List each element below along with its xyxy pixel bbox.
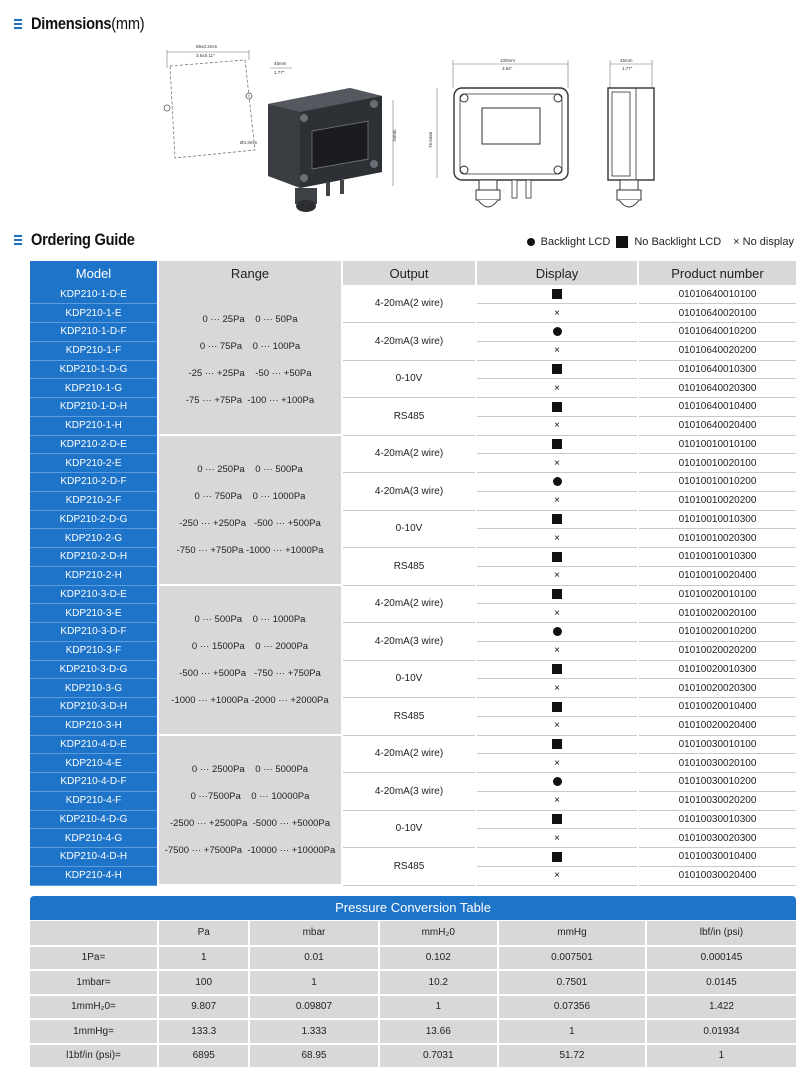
conversion-value-cell: 0.01 xyxy=(249,946,378,971)
product-number-cell: 01010010010100 xyxy=(638,435,796,454)
range-cell xyxy=(158,435,342,585)
filled-circle-icon xyxy=(553,777,562,786)
range-line: 0 ··· 750Pa 0 ··· 1000Pa xyxy=(194,491,306,502)
display-cell xyxy=(476,341,638,360)
display-cell xyxy=(476,585,638,604)
dimensions-title: Dimensions(mm) xyxy=(31,14,145,33)
conversion-value-cell: 0.000145 xyxy=(646,946,796,971)
display-cell xyxy=(476,604,638,623)
filled-square-icon xyxy=(552,814,562,824)
model-cell: KDP210-4-D-E xyxy=(30,735,158,754)
header-display: Display xyxy=(476,261,638,285)
dim-front-width-in-label: 3.5±0.11" xyxy=(196,53,215,58)
table-row xyxy=(30,698,796,717)
range-cell xyxy=(158,585,342,735)
model-cell: KDP210-1-D-H xyxy=(30,398,158,417)
conversion-value-cell: 1 xyxy=(498,1019,646,1044)
header-range: Range xyxy=(158,261,342,285)
display-cell xyxy=(476,641,638,660)
display-cell xyxy=(476,285,638,304)
model-cell: KDP210-3-H xyxy=(30,716,158,735)
conversion-header-row xyxy=(30,921,796,946)
table-row xyxy=(30,1044,796,1069)
model-cell: KDP210-3-D-E xyxy=(30,585,158,604)
conversion-table xyxy=(30,921,796,1069)
display-cell xyxy=(476,379,638,398)
filled-square-icon xyxy=(552,514,562,524)
display-cell xyxy=(476,679,638,698)
table-row xyxy=(30,735,796,754)
model-cell: KDP210-2-D-H xyxy=(30,548,158,567)
conversion-value-cell: 0.007501 xyxy=(498,946,646,971)
conversion-value-cell: 1.333 xyxy=(249,1019,378,1044)
model-cell: KDP210-2-F xyxy=(30,491,158,510)
product-number-cell: 01010640020200 xyxy=(638,341,796,360)
display-cell xyxy=(476,304,638,323)
product-number-cell: 01010010010300 xyxy=(638,510,796,529)
filled-square-icon xyxy=(552,439,562,449)
model-cell: KDP210-2-D-G xyxy=(30,510,158,529)
conversion-value-cell: 6895 xyxy=(158,1044,249,1069)
model-cell: KDP210-4-D-G xyxy=(30,810,158,829)
conversion-row-label: 1mbar= xyxy=(30,970,158,995)
range-line: -250 ··· +250Pa -500 ··· +500Pa xyxy=(179,518,321,529)
filled-circle-icon xyxy=(553,627,562,636)
output-cell: RS485 xyxy=(342,548,476,586)
table-row xyxy=(30,946,796,971)
header-model: Model xyxy=(30,261,158,285)
table-row xyxy=(30,510,796,529)
conversion-value-cell: 51.72 xyxy=(498,1044,646,1069)
model-cell: KDP210-2-D-E xyxy=(30,435,158,454)
product-number-cell: 01010030010100 xyxy=(638,735,796,754)
conversion-value-cell: 0.09807 xyxy=(249,995,378,1020)
conversion-value-cell: 1.422 xyxy=(646,995,796,1020)
product-number-cell: 01010020020100 xyxy=(638,604,796,623)
perspective-drawing xyxy=(164,44,397,212)
product-number-cell: 01010030010300 xyxy=(638,810,796,829)
product-number-cell: 01010030020400 xyxy=(638,866,796,885)
model-cell: KDP210-1-D-G xyxy=(30,360,158,379)
conversion-value-cell: 1 xyxy=(646,1044,796,1069)
conversion-value-cell: 100 xyxy=(158,970,249,995)
dim-height-left-label: 76mm xyxy=(392,129,397,142)
dim-mid-width-in-label: 3.94" xyxy=(502,66,513,71)
cross-icon: × xyxy=(554,420,560,432)
conversion-header-cell: mmH₂0 xyxy=(379,921,499,946)
display-cell xyxy=(476,473,638,492)
display-cell xyxy=(476,623,638,642)
output-cell: 4-20mA(2 wire) xyxy=(342,435,476,473)
cross-icon: × xyxy=(554,870,560,882)
model-cell: KDP210-2-H xyxy=(30,566,158,585)
display-legend xyxy=(527,236,794,248)
dim-mid-width-label: 100mm xyxy=(500,58,516,63)
list-bar-icon xyxy=(14,18,24,30)
output-cell: RS485 xyxy=(342,848,476,886)
conversion-value-cell: 0.0145 xyxy=(646,970,796,995)
dim-side-a-label: 45mm xyxy=(274,61,287,66)
legend-no-display: × No display xyxy=(733,236,794,248)
output-cell: 4-20mA(3 wire) xyxy=(342,773,476,811)
product-number-cell: 01010020020200 xyxy=(638,641,796,660)
range-line: -7500 ··· +7500Pa -10000 ··· +10000Pa xyxy=(164,845,336,856)
model-cell: KDP210-2-E xyxy=(30,454,158,473)
ordering-header-row xyxy=(30,261,796,285)
conversion-value-cell: 13.66 xyxy=(379,1019,499,1044)
list-bar-icon xyxy=(14,234,24,246)
conversion-value-cell: 0.7501 xyxy=(498,970,646,995)
model-cell: KDP210-4-D-H xyxy=(30,848,158,867)
model-cell: KDP210-2-D-F xyxy=(30,473,158,492)
cross-icon: × xyxy=(554,382,560,394)
product-number-cell: 01010010020200 xyxy=(638,491,796,510)
output-cell: 4-20mA(3 wire) xyxy=(342,623,476,661)
product-number-cell: 01010010010300 xyxy=(638,548,796,567)
table-row xyxy=(30,810,796,829)
output-cell: 0-10V xyxy=(342,660,476,698)
product-number-cell: 01010020010100 xyxy=(638,585,796,604)
product-number-cell: 01010640020300 xyxy=(638,379,796,398)
display-cell xyxy=(476,660,638,679)
product-number-cell: 01010020010300 xyxy=(638,660,796,679)
product-number-cell: 01010010020300 xyxy=(638,529,796,548)
output-cell: RS485 xyxy=(342,398,476,436)
cross-icon: × xyxy=(554,832,560,844)
conversion-value-cell: 1 xyxy=(158,946,249,971)
dim-side-a-in-label: 1.77" xyxy=(274,70,285,75)
range-line: 0 ··· 250Pa 0 ··· 500Pa xyxy=(197,464,303,475)
display-cell xyxy=(476,529,638,548)
display-cell xyxy=(476,454,638,473)
display-cell xyxy=(476,716,638,735)
cross-icon: × xyxy=(554,345,560,357)
model-cell: KDP210-3-F xyxy=(30,641,158,660)
conversion-row-label: 1Pa= xyxy=(30,946,158,971)
model-cell: KDP210-3-D-F xyxy=(30,623,158,642)
conversion-value-cell: 9.807 xyxy=(158,995,249,1020)
conversion-header-cell xyxy=(30,921,158,946)
display-cell xyxy=(476,548,638,567)
table-row xyxy=(30,660,796,679)
ordering-guide-title: Ordering Guide xyxy=(31,230,135,249)
dim-front-width-label: 89±0.2mm xyxy=(196,44,218,49)
product-number-cell: 01010030020200 xyxy=(638,791,796,810)
conversion-row-label: 1mmHg= xyxy=(30,1019,158,1044)
product-number-cell: 01010640010400 xyxy=(638,398,796,417)
legend-backlight: Backlight LCD xyxy=(540,236,611,248)
product-number-cell: 01010020020400 xyxy=(638,716,796,735)
display-cell xyxy=(476,435,638,454)
conversion-value-cell: 0.01934 xyxy=(646,1019,796,1044)
model-cell: KDP210-3-D-G xyxy=(30,660,158,679)
conversion-row-label: l1bf/in (psi)= xyxy=(30,1044,158,1069)
model-cell: KDP210-4-H xyxy=(30,866,158,885)
filled-square-icon xyxy=(552,289,562,299)
table-row xyxy=(30,435,796,454)
filled-square-icon xyxy=(552,739,562,749)
product-number-cell: 01010030010200 xyxy=(638,773,796,792)
range-cell xyxy=(158,285,342,435)
cross-icon: × xyxy=(554,532,560,544)
display-cell xyxy=(476,866,638,885)
table-row xyxy=(30,585,796,604)
table-row xyxy=(30,623,796,642)
table-row xyxy=(30,773,796,792)
conversion-row-label: 1mmH₂0= xyxy=(30,995,158,1020)
range-cell xyxy=(158,735,342,885)
display-cell xyxy=(476,360,638,379)
legend-no-backlight: No Backlight LCD xyxy=(634,236,722,248)
display-cell xyxy=(476,398,638,417)
filled-square-icon xyxy=(552,589,562,599)
range-line: -750 ··· +750Pa -1000 ··· +1000Pa xyxy=(176,545,324,556)
cross-icon: × xyxy=(554,757,560,769)
display-cell xyxy=(476,735,638,754)
display-cell xyxy=(476,773,638,792)
filled-square-icon xyxy=(552,402,562,412)
table-row xyxy=(30,548,796,567)
conversion-value-cell: 10.2 xyxy=(379,970,499,995)
model-cell: KDP210-1-F xyxy=(30,341,158,360)
cross-icon: × xyxy=(554,720,560,732)
product-number-cell: 01010020010200 xyxy=(638,623,796,642)
dim-right-width-label: 45mm xyxy=(620,58,633,63)
range-line: -25 ··· +25Pa -50 ··· +50Pa xyxy=(188,367,312,379)
dim-right-width-in-label: 1.77" xyxy=(622,66,633,71)
table-row xyxy=(30,285,796,304)
range-line: 0 ···7500Pa 0 ··· 10000Pa xyxy=(190,791,310,802)
conversion-table-title: Pressure Conversion Table xyxy=(30,896,796,920)
filled-square-icon xyxy=(552,364,562,374)
model-cell: KDP210-4-D-F xyxy=(30,773,158,792)
range-line: 0 ··· 75Pa 0 ··· 100Pa xyxy=(199,340,301,352)
range-line: -75 ··· +75Pa -100 ··· +100Pa xyxy=(185,394,315,406)
side-view-drawing xyxy=(608,58,654,207)
model-cell: KDP210-1-D-F xyxy=(30,323,158,342)
model-cell: KDP210-1-E xyxy=(30,304,158,323)
cross-icon: × xyxy=(554,570,560,582)
output-cell: 4-20mA(2 wire) xyxy=(342,285,476,323)
product-number-cell: 01010010010200 xyxy=(638,473,796,492)
product-number-cell: 01010010020400 xyxy=(638,566,796,585)
conversion-header-cell: mmHg xyxy=(498,921,646,946)
table-row xyxy=(30,473,796,492)
output-cell: RS485 xyxy=(342,698,476,736)
dimensions-heading xyxy=(14,14,163,34)
display-cell xyxy=(476,491,638,510)
model-cell: KDP210-3-D-H xyxy=(30,698,158,717)
output-cell: 0-10V xyxy=(342,810,476,848)
display-cell xyxy=(476,566,638,585)
table-row xyxy=(30,360,796,379)
filled-square-icon xyxy=(552,664,562,674)
output-cell: 4-20mA(3 wire) xyxy=(342,473,476,511)
product-number-cell: 01010640020100 xyxy=(638,304,796,323)
cross-icon: × xyxy=(554,607,560,619)
range-line: 0 ··· 1500Pa 0 ··· 2000Pa xyxy=(191,641,309,652)
range-line: -500 ··· +500Pa -750 ··· +750Pa xyxy=(179,668,321,679)
range-line: 0 ··· 25Pa 0 ··· 50Pa xyxy=(202,313,298,325)
product-number-cell: 01010020010400 xyxy=(638,698,796,717)
cross-icon: × xyxy=(554,645,560,657)
product-number-cell: 01010640010300 xyxy=(638,360,796,379)
cross-icon: × xyxy=(554,307,560,319)
conversion-value-cell: 68.95 xyxy=(249,1044,378,1069)
model-cell: KDP210-1-H xyxy=(30,416,158,435)
model-cell: KDP210-3-G xyxy=(30,679,158,698)
conversion-header-cell: mbar xyxy=(249,921,378,946)
cross-icon: × xyxy=(554,795,560,807)
output-cell: 4-20mA(3 wire) xyxy=(342,323,476,361)
display-cell xyxy=(476,510,638,529)
ordering-table xyxy=(30,261,796,886)
model-cell: KDP210-3-E xyxy=(30,604,158,623)
product-number-cell: 01010640010100 xyxy=(638,285,796,304)
output-cell: 4-20mA(2 wire) xyxy=(342,735,476,773)
cross-icon: × xyxy=(554,495,560,507)
conversion-value-cell: 1 xyxy=(249,970,378,995)
output-cell: 0-10V xyxy=(342,360,476,398)
conversion-value-cell: 0.102 xyxy=(379,946,499,971)
cross-icon: × xyxy=(554,457,560,469)
cross-icon: × xyxy=(554,682,560,694)
product-number-cell: 01010640020400 xyxy=(638,416,796,435)
display-cell xyxy=(476,810,638,829)
table-row xyxy=(30,1019,796,1044)
product-number-cell: 01010640010200 xyxy=(638,323,796,342)
table-row xyxy=(30,848,796,867)
product-number-cell: 01010030020300 xyxy=(638,829,796,848)
dim-mount-hole-label: Ø4.3mm xyxy=(240,140,258,145)
filled-circle-icon xyxy=(527,238,535,246)
product-number-cell: 01010030020100 xyxy=(638,754,796,773)
display-cell xyxy=(476,754,638,773)
table-row xyxy=(30,995,796,1020)
conversion-value-cell: 0.7031 xyxy=(379,1044,499,1069)
model-cell: KDP210-4-E xyxy=(30,754,158,773)
filled-square-icon xyxy=(552,552,562,562)
conversion-value-cell: 1 xyxy=(379,995,499,1020)
product-number-cell: 01010010020100 xyxy=(638,454,796,473)
model-cell: KDP210-1-G xyxy=(30,379,158,398)
product-number-cell: 01010020020300 xyxy=(638,679,796,698)
model-cell: KDP210-1-D-E xyxy=(30,285,158,304)
display-cell xyxy=(476,416,638,435)
dimension-drawings xyxy=(0,38,812,218)
display-cell xyxy=(476,698,638,717)
conversion-header-cell: lbf/in (psi) xyxy=(646,921,796,946)
filled-circle-icon xyxy=(553,327,562,336)
ordering-guide-heading xyxy=(14,230,151,250)
header-product-number: Product number xyxy=(638,261,796,285)
model-cell: KDP210-4-F xyxy=(30,791,158,810)
conversion-value-cell: 0.07356 xyxy=(498,995,646,1020)
table-row xyxy=(30,970,796,995)
display-cell xyxy=(476,829,638,848)
filled-circle-icon xyxy=(553,477,562,486)
filled-square-icon xyxy=(552,852,562,862)
output-cell: 4-20mA(2 wire) xyxy=(342,585,476,623)
front-view-drawing xyxy=(428,58,568,207)
display-cell xyxy=(476,848,638,867)
product-number-cell: 01010030010400 xyxy=(638,848,796,867)
table-row xyxy=(30,398,796,417)
display-cell xyxy=(476,323,638,342)
model-cell: KDP210-4-G xyxy=(30,829,158,848)
range-line: 0 ··· 2500Pa 0 ··· 5000Pa xyxy=(191,764,309,775)
range-line: -1000 ··· +1000Pa -2000 ··· +2000Pa xyxy=(171,695,329,706)
dim-mid-height-label: 76.5mm xyxy=(428,131,433,148)
display-cell xyxy=(476,791,638,810)
conversion-header-cell: Pa xyxy=(158,921,249,946)
range-line: -2500 ··· +2500Pa -5000 ··· +5000Pa xyxy=(169,818,330,829)
filled-square-icon xyxy=(616,236,628,248)
range-line: 0 ··· 500Pa 0 ··· 1000Pa xyxy=(194,614,306,625)
filled-square-icon xyxy=(552,702,562,712)
model-cell: KDP210-2-G xyxy=(30,529,158,548)
header-output: Output xyxy=(342,261,476,285)
output-cell: 0-10V xyxy=(342,510,476,548)
conversion-value-cell: 133.3 xyxy=(158,1019,249,1044)
table-row xyxy=(30,323,796,342)
